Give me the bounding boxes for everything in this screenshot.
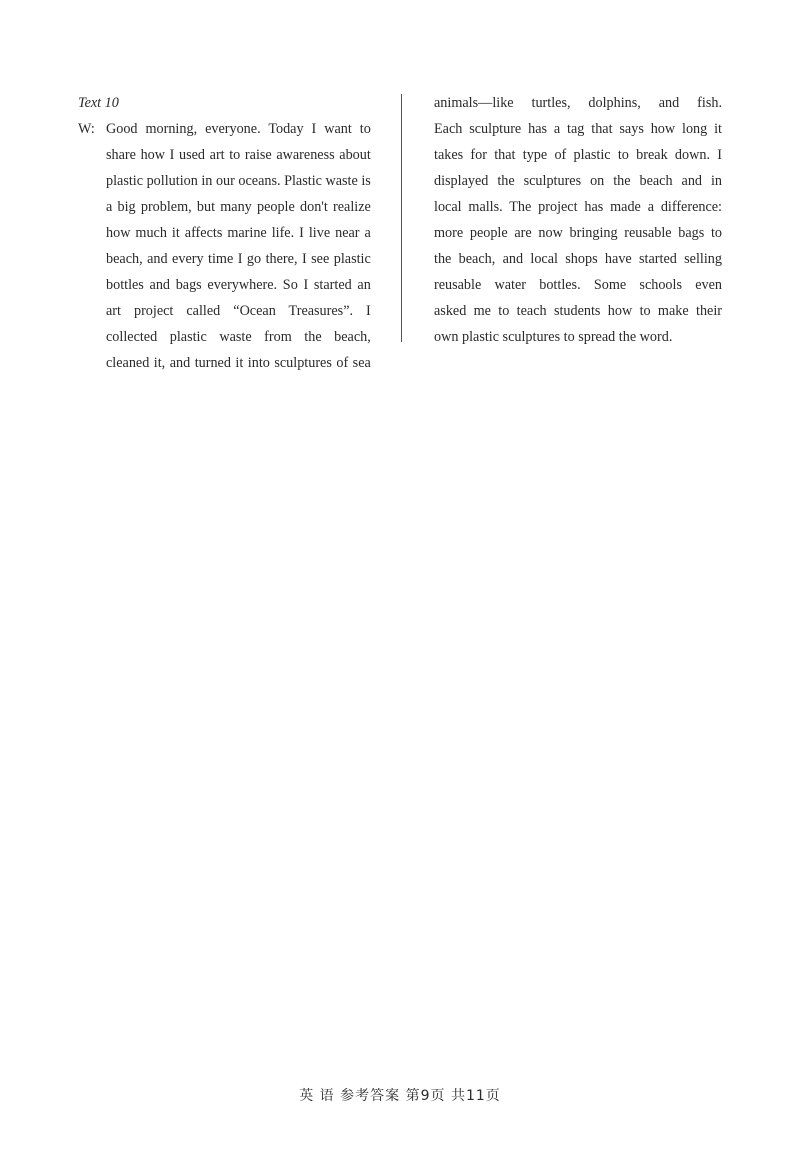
text-line: the beach, and local shops have started selling bbox=[434, 251, 722, 267]
text-line: Each sculpture has a tag that says how long it bbox=[434, 121, 722, 137]
text-line: displayed the sculptures on the beach and in bbox=[434, 173, 722, 189]
right-column bbox=[434, 90, 722, 350]
text-heading: Text 10 bbox=[78, 95, 119, 111]
text-line: a big problem, but many people don't realize bbox=[106, 199, 371, 215]
page-footer: 英 语 参考答案 第9页 共11页 bbox=[299, 1088, 501, 1104]
text-line: takes for that type of plastic to break down. I bbox=[434, 147, 722, 163]
text-line: collected plastic waste from the beach, bbox=[106, 329, 371, 345]
text-line: how much it affects marine life. I live near a bbox=[106, 225, 371, 241]
text-line: share how I used art to raise awareness about bbox=[106, 147, 371, 163]
text-line: local malls. The project has made a difference: bbox=[434, 199, 722, 215]
speaker-label: W: bbox=[78, 121, 95, 137]
text-line: cleaned it, and turned it into sculptures of sea bbox=[106, 355, 371, 371]
text-line: animals—like turtles, dolphins, and fish. bbox=[434, 95, 722, 111]
speaker-row bbox=[78, 116, 394, 376]
text-line: own plastic sculptures to spread the word. bbox=[434, 329, 673, 345]
text-line: reusable water bottles. Some schools even bbox=[434, 277, 722, 293]
column-divider bbox=[401, 94, 402, 342]
text-line: asked me to teach students how to make their bbox=[434, 303, 722, 319]
text-line: beach, and every time I go there, I see plastic bbox=[106, 251, 371, 267]
text-line: art project called “Ocean Treasures”. I bbox=[106, 303, 371, 319]
text-line: Good morning, everyone. Today I want to bbox=[106, 121, 371, 137]
speech-text bbox=[106, 116, 371, 376]
left-column bbox=[78, 90, 394, 376]
text-line: more people are now bringing reusable bags to bbox=[434, 225, 722, 241]
text-line: plastic pollution in our oceans. Plastic waste is bbox=[106, 173, 371, 189]
text-line: bottles and bags everywhere. So I started an bbox=[106, 277, 371, 293]
